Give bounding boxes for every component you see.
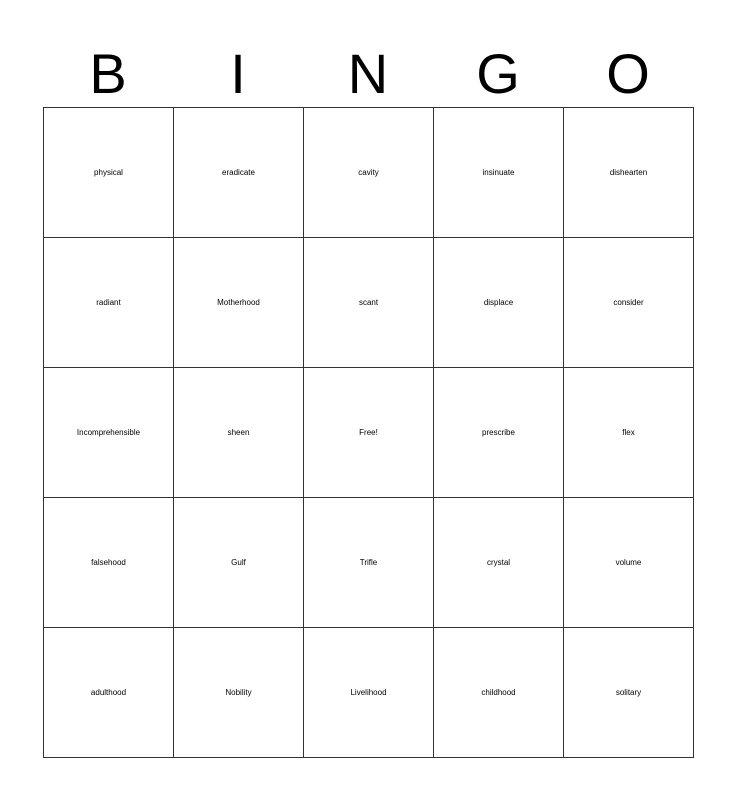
bingo-cell[interactable]: falsehood — [44, 498, 174, 628]
bingo-cell[interactable]: consider — [564, 238, 694, 368]
bingo-cell[interactable]: Gulf — [174, 498, 304, 628]
bingo-header — [43, 40, 693, 108]
bingo-cell[interactable]: flex — [564, 368, 694, 498]
bingo-cell[interactable]: Incomprehensible — [44, 368, 174, 498]
bingo-cell[interactable]: sheen — [174, 368, 304, 498]
bingo-cell[interactable]: dishearten — [564, 108, 694, 238]
bingo-board — [43, 107, 694, 758]
bingo-cell[interactable]: insinuate — [434, 108, 564, 238]
header-letter-o: O — [606, 42, 650, 105]
free-space-cell[interactable]: Free! — [304, 368, 434, 498]
bingo-cell[interactable]: physical — [44, 108, 174, 238]
bingo-cell[interactable]: adulthood — [44, 628, 174, 758]
bingo-cell[interactable]: Motherhood — [174, 238, 304, 368]
bingo-cell[interactable]: Livelihood — [304, 628, 434, 758]
bingo-cell[interactable]: cavity — [304, 108, 434, 238]
bingo-cell[interactable]: Nobility — [174, 628, 304, 758]
bingo-cell[interactable]: crystal — [434, 498, 564, 628]
header-letter-b: B — [89, 42, 127, 105]
header-letter-n: N — [347, 42, 389, 105]
bingo-cell[interactable]: eradicate — [174, 108, 304, 238]
header-letter-g: G — [476, 42, 520, 105]
bingo-cell[interactable]: scant — [304, 238, 434, 368]
bingo-cell[interactable]: displace — [434, 238, 564, 368]
bingo-cell[interactable]: solitary — [564, 628, 694, 758]
bingo-cell[interactable]: Trifle — [304, 498, 434, 628]
bingo-cell[interactable]: volume — [564, 498, 694, 628]
bingo-cell[interactable]: radiant — [44, 238, 174, 368]
bingo-cell[interactable]: prescribe — [434, 368, 564, 498]
header-letter-i: I — [230, 42, 246, 105]
bingo-cell[interactable]: childhood — [434, 628, 564, 758]
